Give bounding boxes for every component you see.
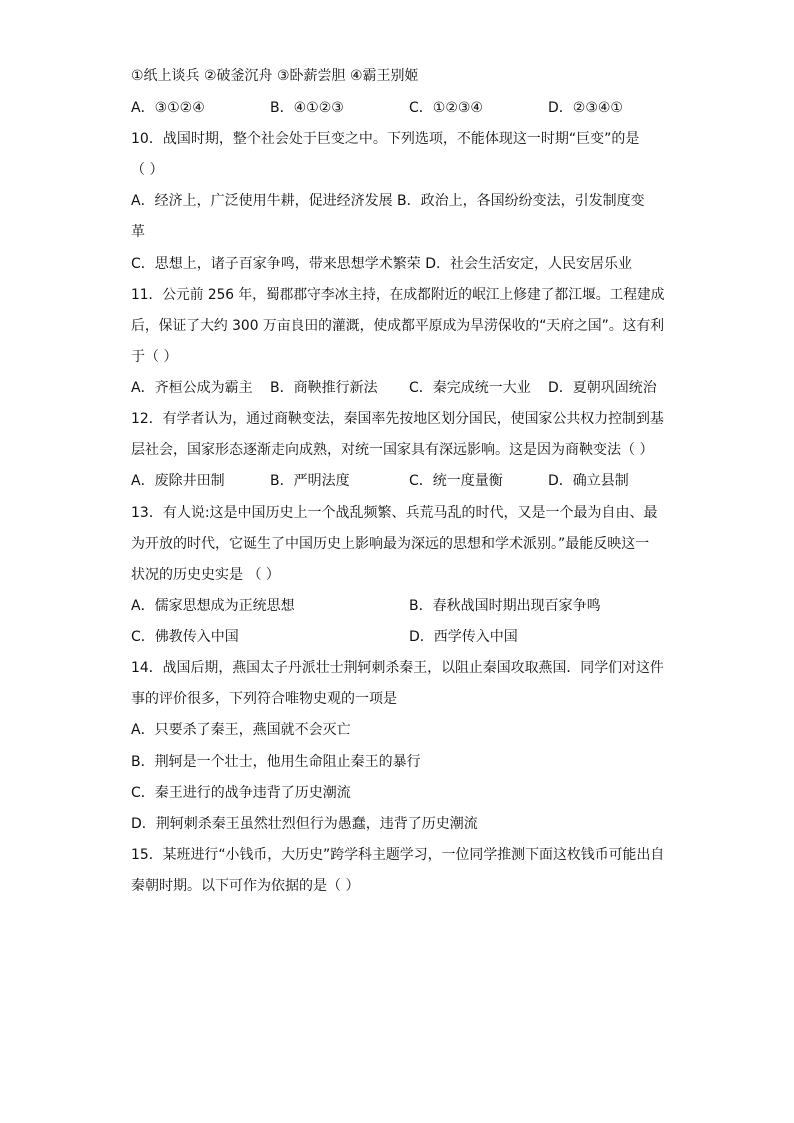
q13-stem-line1: 13．有人说:这是中国历史上一个战乱频繁、兵荒马乱的时代，又是一个最为自由、最 xyxy=(131,505,658,521)
q13-option-b: B．春秋战国时期出现百家争鸣 xyxy=(409,598,601,614)
q10-options-ab-line2: 革 xyxy=(131,224,145,240)
q12-option-d: D．确立县制 xyxy=(548,473,629,489)
q11-option-a: A．齐桓公成为霸主 xyxy=(131,380,253,396)
q13-option-d: D．西学传入中国 xyxy=(409,629,518,645)
q12-option-b: B．严明法度 xyxy=(270,473,350,489)
q13-option-c: C．佛教传入中国 xyxy=(131,629,239,645)
q9-option-c: C．①②③④ xyxy=(409,100,483,116)
q9-option-d: D．②③④① xyxy=(548,100,623,116)
q15-stem-line2: 秦朝时期。以下可作为依据的是（ ） xyxy=(131,878,360,894)
q12-option-a: A．废除井田制 xyxy=(131,473,225,489)
q9-option-b: B．④①②③ xyxy=(270,100,344,116)
q13-option-a: A．儒家思想成为正统思想 xyxy=(131,598,295,614)
q10-options-cd-line: C．思想上，诸子百家争鸣，带来思想学术繁荣 D．社会生活安定，人民安居乐业 xyxy=(131,256,633,272)
q11-stem-line1: 11．公元前 256 年，蜀郡郡守李冰主持，在成都附近的岷江上修建了都江堰。工程建成 xyxy=(131,287,665,303)
q12-stem-line2: 层社会，国家形态逐渐走向成熟，对统一国家具有深远影响。这是因为商鞅变法（ ） xyxy=(131,442,654,458)
q11-stem-line2: 后，保证了大约 300 万亩良田的灌溉，使成都平原成为旱涝保收的“天府之国”。这有利 xyxy=(131,318,665,334)
q14-option-b: B．荆轲是一个壮士，他用生命阻止秦王的暴行 xyxy=(131,754,421,770)
q9-items-line: ①纸上谈兵 ②破釜沉舟 ③卧薪尝胆 ④霸王别姬 xyxy=(131,68,419,84)
q13-stem-line3: 状况的历史史实是 （ ） xyxy=(131,567,280,583)
q14-option-a: A．只要杀了秦王，燕国就不会灭亡 xyxy=(131,722,351,738)
q14-option-c: C．秦王进行的战争违背了历史潮流 xyxy=(131,785,351,801)
q14-stem-line1: 14．战国后期，燕国太子丹派壮士荆轲刺杀秦王，以阻止秦国攻取燕国．同学们对这件 xyxy=(131,660,664,676)
q12-option-c: C．统一度量衡 xyxy=(409,473,503,489)
q13-stem-line2: 为开放的时代，它诞生了中国历史上影响最为深远的思想和学术派别。”最能反映这一 xyxy=(131,536,650,552)
q14-stem-line2: 事的评价很多，下列符合唯物史观的一项是 xyxy=(131,691,397,707)
q12-stem-line1: 12．有学者认为，通过商鞅变法，秦国率先按地区划分国民，使国家公共权力控制到基 xyxy=(131,411,664,427)
q11-option-d: D．夏朝巩固统治 xyxy=(548,380,657,396)
q15-stem-line1: 15．某班进行“小钱币，大历史”跨学科主题学习，一位同学推测下面这枚钱币可能出自 xyxy=(131,847,665,863)
q11-option-c: C．秦完成统一大业 xyxy=(409,380,531,396)
q9-option-a: A．③①②④ xyxy=(131,100,205,116)
q10-options-ab-line1: A．经济上，广泛使用牛耕，促进经济发展 B．政治上，各国纷纷变法，引发制度变 xyxy=(131,193,645,209)
q14-option-d: D．荆轲刺杀秦王虽然壮烈但行为愚蠢，违背了历史潮流 xyxy=(131,816,478,832)
q11-stem-line3: 于（ ） xyxy=(131,349,178,365)
q10-stem-line1: 10．战国时期，整个社会处于巨变之中。下列选项，不能体现这一时期“巨变”的是 xyxy=(131,131,640,147)
q10-stem-line2: （ ） xyxy=(131,162,164,178)
q11-option-b: B．商鞅推行新法 xyxy=(270,380,378,396)
